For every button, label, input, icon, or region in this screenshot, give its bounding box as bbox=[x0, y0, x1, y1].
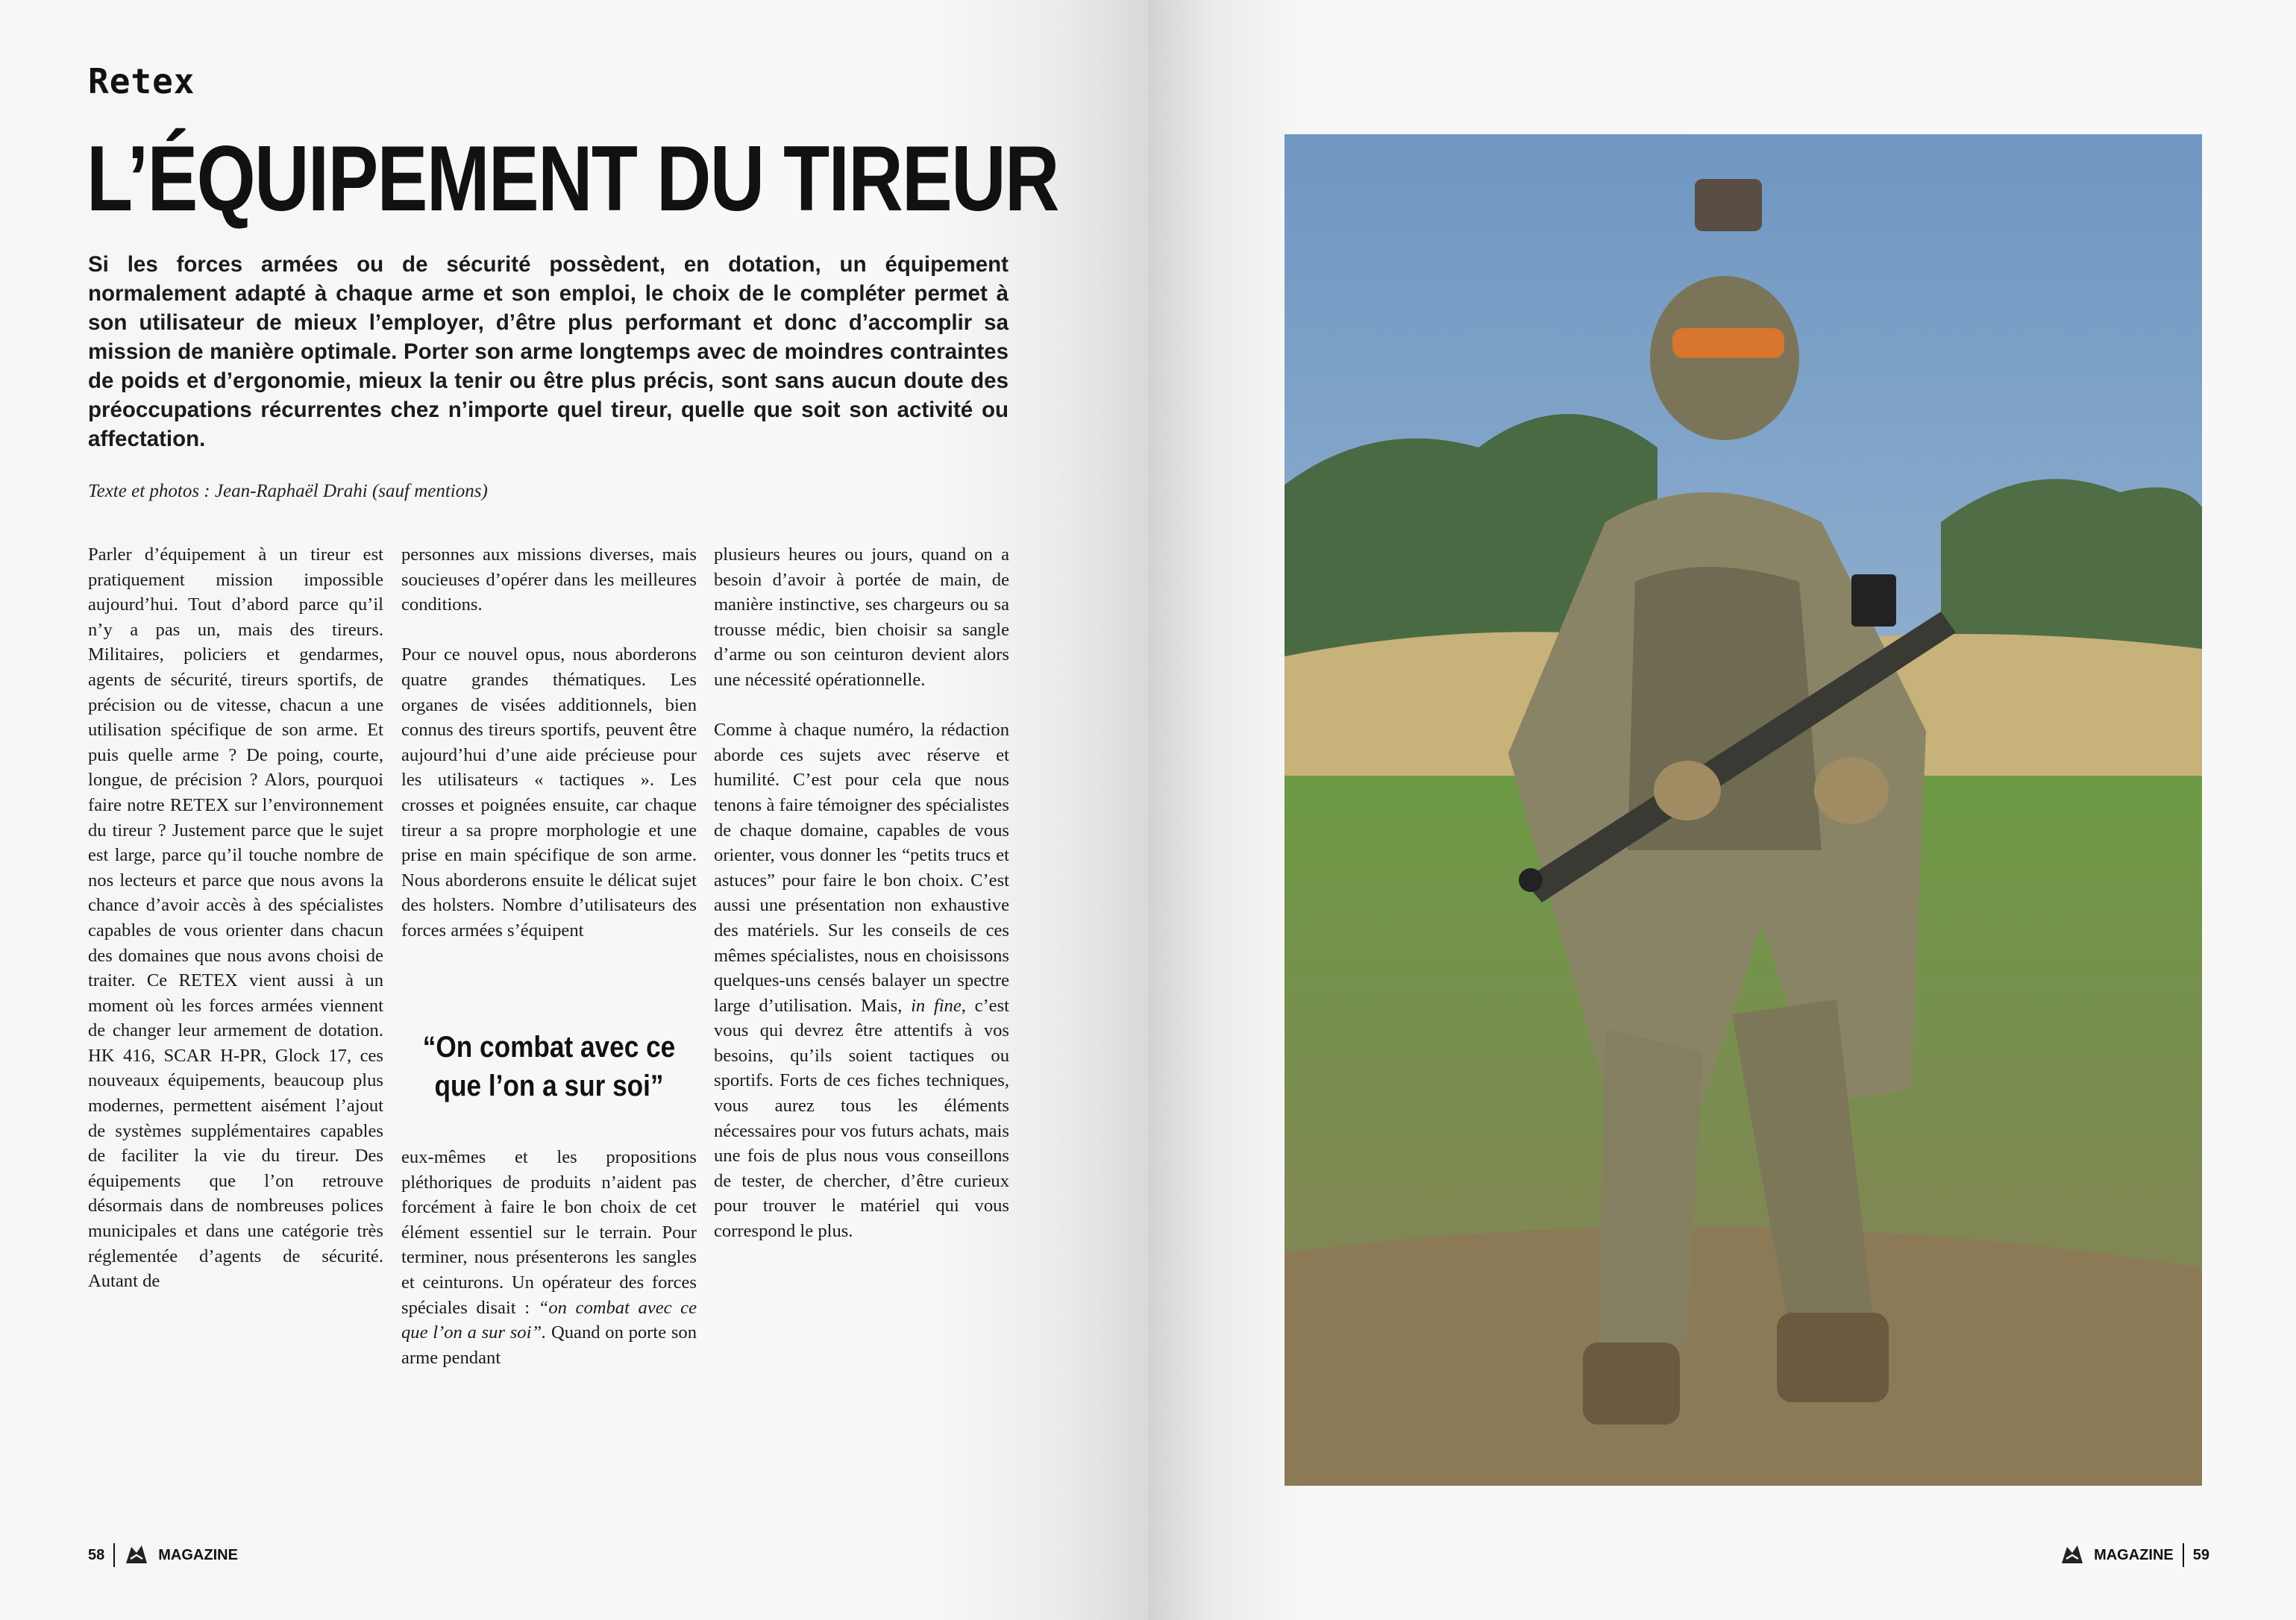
right-page bbox=[1148, 0, 2296, 1620]
column-2-paragraph-3 bbox=[401, 1145, 697, 1370]
column-3-italic-term: in fine bbox=[911, 995, 962, 1016]
folio-separator bbox=[2183, 1543, 2184, 1567]
body-column-2-top bbox=[401, 542, 697, 968]
column-3-paragraph-1: plusieurs heures ou jours, quand on a besoin d’avoir à portée de main, de manière instinctive, ses chargeurs ou sa trousse médic, bien choisir sa sangle d’arme ou son ceinturon devient alors une nécessité opérationnelle. bbox=[714, 544, 1009, 690]
right-folio bbox=[2060, 1542, 2209, 1568]
author-credit: Texte et photos : Jean-Raphaël Drahi (sauf mentions) bbox=[88, 481, 488, 501]
body-column-1 bbox=[88, 542, 383, 1319]
pull-quote: “On combat avec ce que l’on a sur soi” bbox=[422, 1031, 676, 1102]
right-magazine-label: MAGAZINE bbox=[2094, 1546, 2174, 1563]
column-1-paragraph: Parler d’équipement à un tireur est pratiquement mission impossible aujourd’hui. Tout d’abord parce qu’il n’y a pas un, mais des tireurs. Militaires, policiers et gendarmes, agents de sécurité, tireurs sportifs, de précision ou de vitesse, chacun a une utilisation spécifique de son arme. Et puis quelle arme ? De poing, courte, longue, de précision ? Alors, pourquoi faire notre RETEX sur l’environnement du tireur ? Justement parce que le sujet est large, parce qu’il touche nombre de nos lecteurs et parce que nous avons la chance d’avoir accès à des spécialistes capables de vous orienter dans chacun des domaines que nous avons choisi de traiter. Ce RETEX vient aussi à un moment où les forces armées viennent de changer leur armement de dotation. HK 416, SCAR H-PR, Glock 17, ces nouveaux équipements, beaucoup plus modernes, permettent aisément l’ajout de systèmes supplémentaires capables de faciliter la vie du tireur. Des équipements que l’on retrouve désormais dans de nombreuses polices municipales et dans une catégorie très réglementée d’agents de sécurité. Autant de bbox=[88, 544, 383, 1292]
column-3-paragraph-2-end: , c’est vous qui devrez être attentifs à vos besoins, qu’ils soient tactiques ou sportifs. Forts de ces fiches techniques, vous aurez tous les éléments nécessaires pour vos futurs achats, mais une fois de plus nous vous conseillons de tester, de chercher, d’être curieux pour trouver le matériel qui vous correspond le plus. bbox=[714, 995, 1009, 1242]
dz-logo-icon bbox=[2060, 1542, 2085, 1568]
column-3-paragraph-2 bbox=[714, 718, 1009, 1243]
dz-logo-icon bbox=[124, 1542, 149, 1568]
soldier-photo-illustration bbox=[1285, 134, 2202, 1486]
column-2-inline-quote: “on combat avec ce que l’on a sur soi”. bbox=[401, 1297, 697, 1343]
section-rubric: Retex bbox=[88, 61, 195, 101]
article-lead: Si les forces armées ou de sécurité possèdent, en dotation, un équipement normalement adapté à chaque arme et son emploi, le choix de le compléter permet à son utilisateur de mieux l’employer, d’être plus performant et donc d’accomplir sa mission de manière optimale. Porter son arme longtemps avec de moindres contraintes de poids et d’ergonomie, mieux la tenir ou être plus précis, sont sans aucun doute des préoccupations récurrentes chez n’importe quel tireur, quelle que soit son activité ou affectation. bbox=[88, 252, 1009, 451]
column-3-paragraph-2-text: Comme à chaque numéro, la rédaction aborde ces sujets avec réserve et humilité. C’est pour cela que nous tenons à faire témoigner des spécialistes de chaque domaine, capables de vous orienter, vous donner les “petits trucs et astuces” pour faire le bon choix. C’est aussi une présentation non exhaustive des matériels. Sur les conseils de ces mêmes spécialistes, nous en choisissons quelques-uns censés balayer un spectre large d’utilisation. Mais, bbox=[714, 720, 1009, 1016]
article-title: L’ÉQUIPEMENT DU TIREUR bbox=[87, 128, 1058, 230]
column-2-paragraph-2: Pour ce nouvel opus, nous aborderons quatre grandes thématiques. Les organes de visées additionnels, bien connus des tireurs sportifs, peuvent être aujourd’hui d’une aide précieuse pour les utilisateurs « tactiques ». Les crosses et poignées ensuite, car chaque tireur a sa propre morphologie et une prise en main spécifique de son arme. Nous aborderons ensuite le délicat sujet des holsters. Nombre d’utilisateurs des forces armées s’équipent bbox=[401, 644, 697, 941]
column-2-paragraph-1: personnes aux missions diverses, mais soucieuses d’opérer dans les meilleures conditions. bbox=[401, 544, 697, 615]
soldier-photo bbox=[1285, 134, 2202, 1486]
left-page-number: 58 bbox=[88, 1546, 105, 1563]
column-2-paragraph-3-text: eux-mêmes et les propositions pléthoriques de produits n’aident pas forcément à faire le bon choix de cet élément essentiel sur le terrain. Pour terminer, nous présenterons les sangles et ceinturons. Un opérateur des forces spéciales disait : bbox=[401, 1147, 697, 1318]
left-magazine-label: MAGAZINE bbox=[158, 1546, 238, 1563]
body-column-3 bbox=[714, 542, 1009, 1269]
right-page-number: 59 bbox=[2192, 1546, 2209, 1563]
column-2-paragraph-3-end: Quand on porte son arme pendant bbox=[401, 1322, 697, 1368]
folio-separator bbox=[113, 1543, 115, 1567]
body-column-2-bottom bbox=[401, 1145, 697, 1395]
left-folio bbox=[88, 1542, 238, 1568]
